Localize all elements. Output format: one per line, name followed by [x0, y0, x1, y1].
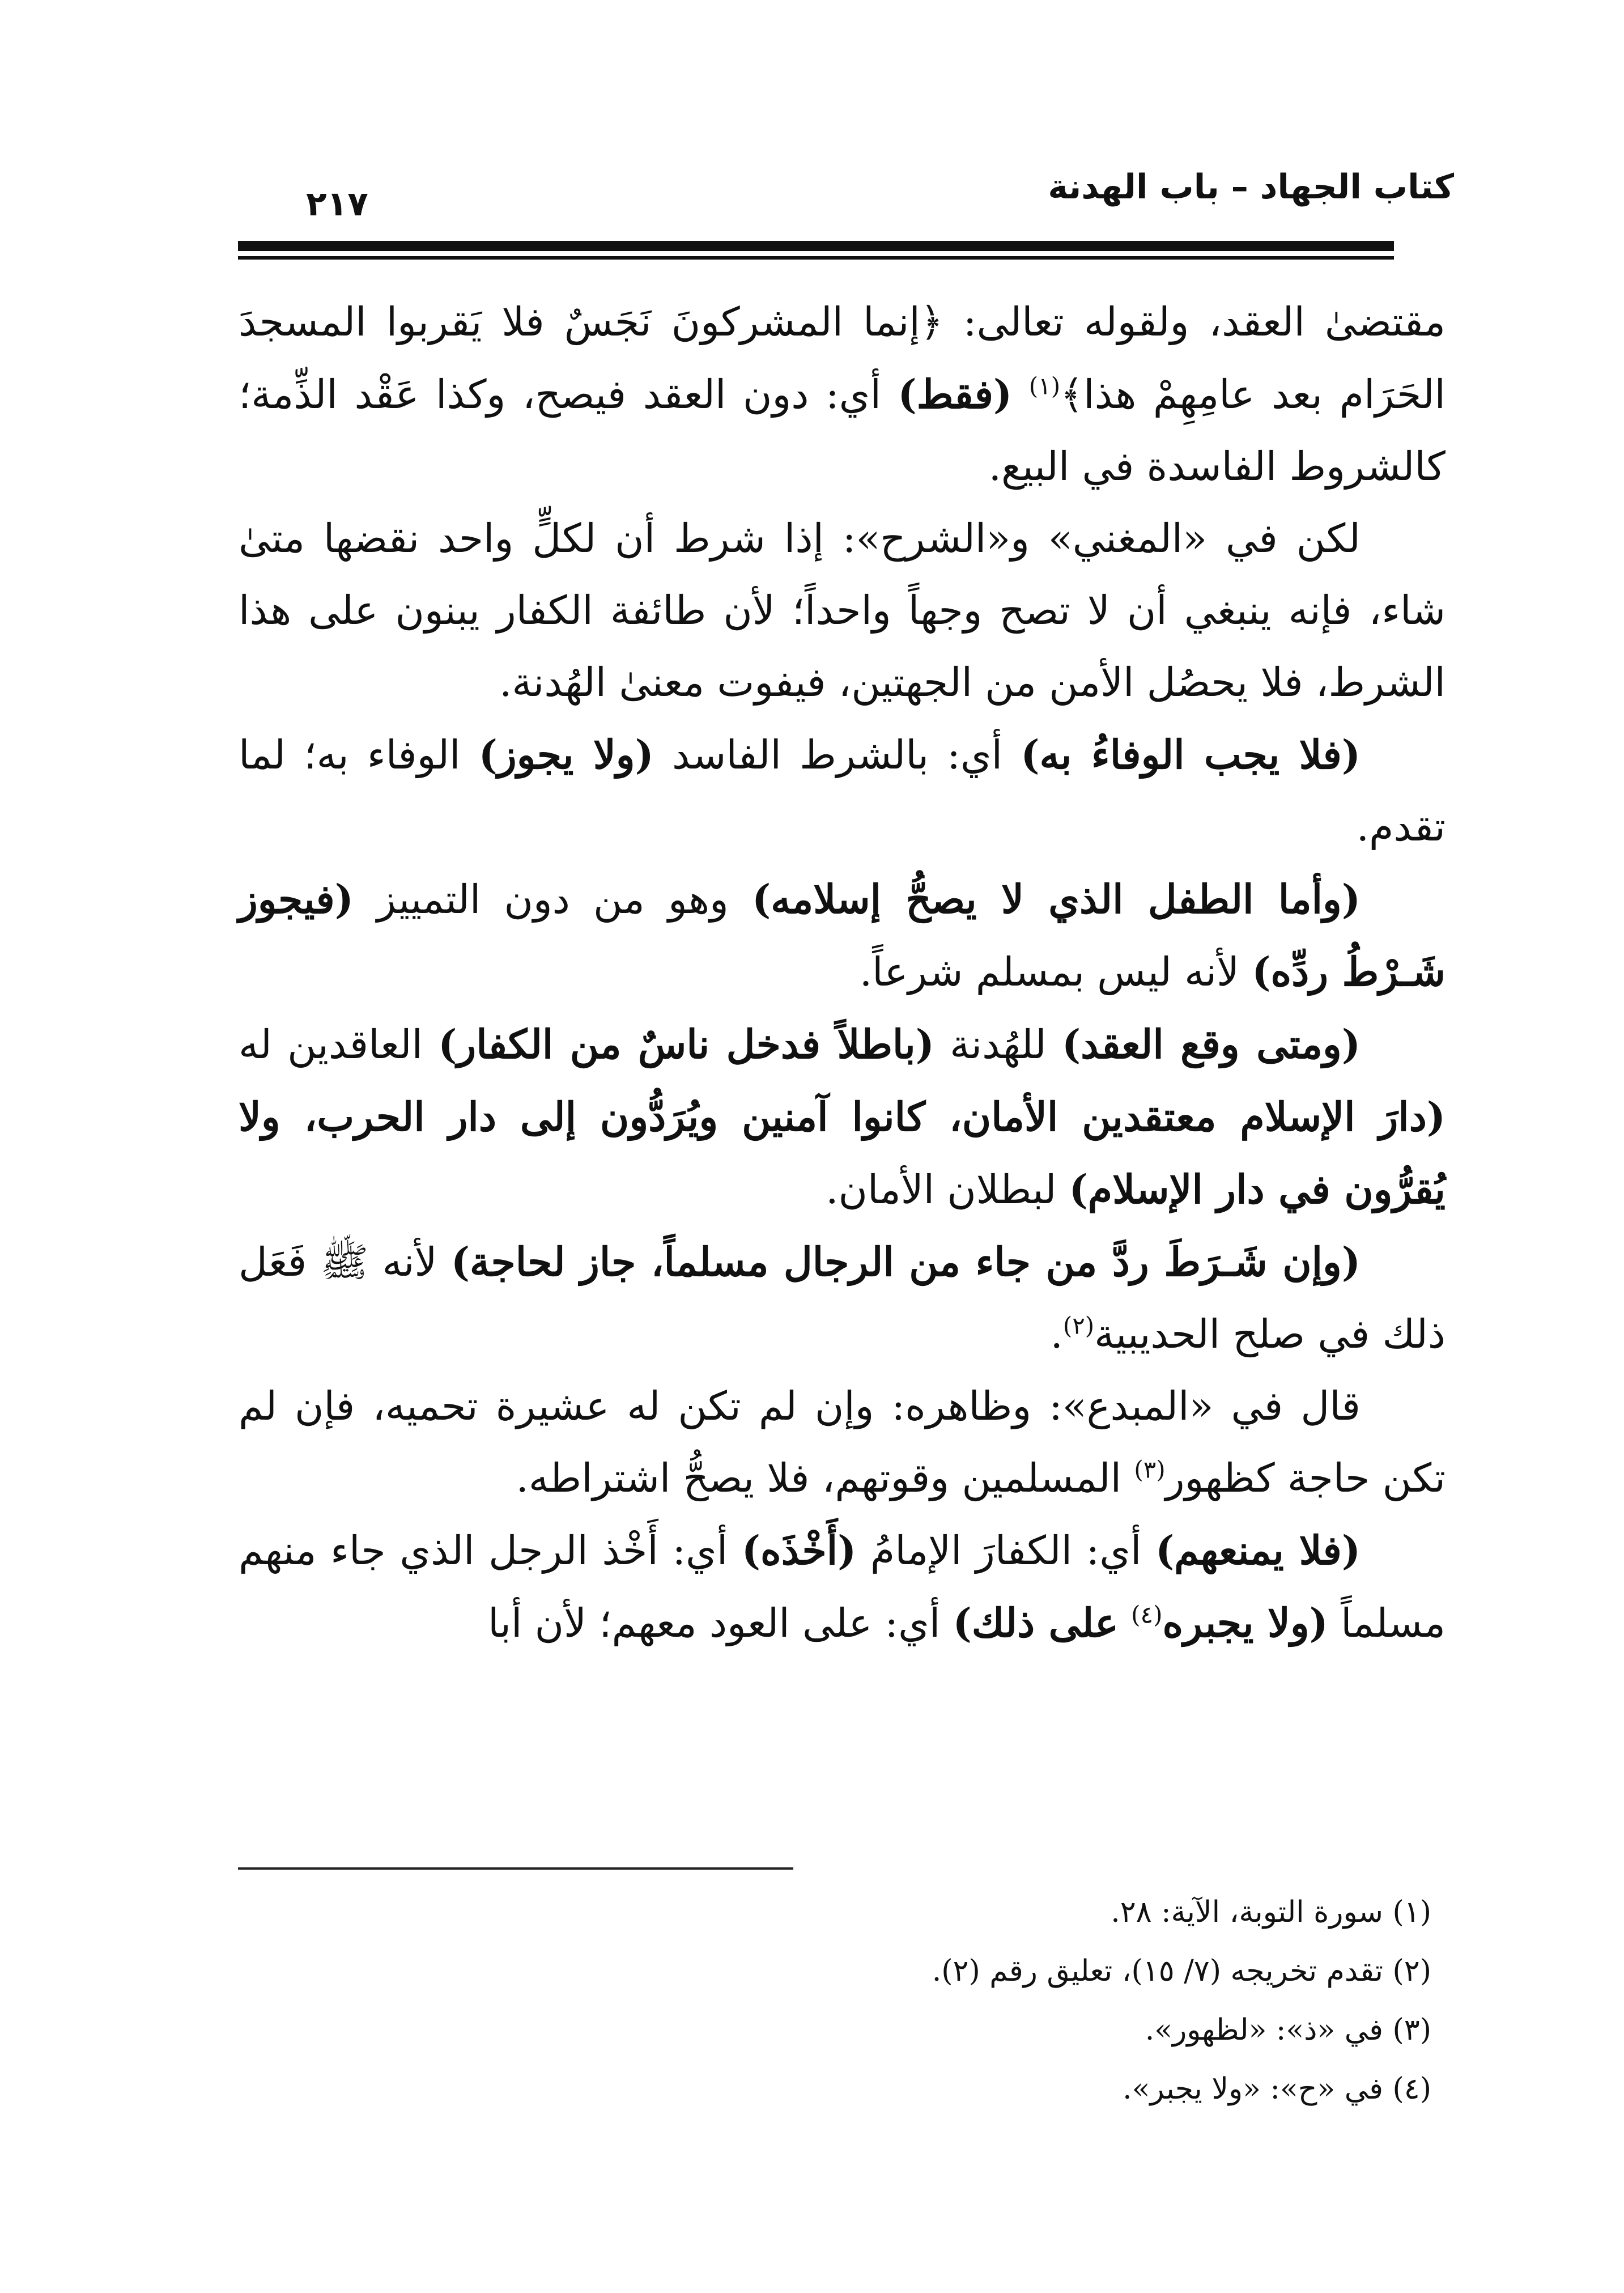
commentary-text: للهُدنة: [950, 1021, 1047, 1068]
paragraph-3: [239, 719, 1446, 863]
footnote-1: (١) سورة التوبة، الآية: ٢٨.: [1111, 1895, 1431, 1929]
header-rule: [238, 241, 1394, 251]
footnote-4: (٤) في «ح»: «ولا يجبر».: [1123, 2072, 1431, 2106]
page-number: ٢١٧: [306, 184, 368, 224]
paragraph-2: لكن في «المغني» و«الشرح»: إذا شرط أن لكلٍّ واحد نقضها متىٰ شاء، فإنه ينبغي أن لا تصح وجهاً واحداً؛ لأن طائفة الكفار يبنون على هذا الشرط، فلا يحصُل الأمن من الجهتين، فيفوت معنىٰ الهُدنة.: [239, 515, 1446, 706]
commentary-text: الوفاء به؛ لما تقدم.: [239, 732, 1446, 850]
matn-text: (فيجوز شَـرْطُ ردِّه): [239, 876, 1446, 995]
commentary-text: أي: أَخْذ الرجل الذي جاء منهم مسلماً: [239, 1527, 1446, 1646]
matn-text: (أَخْذَه): [741, 1527, 857, 1574]
commentary-text: لأنه ﷺ فَعَل ذلك في صلح الحديبية: [239, 1239, 1446, 1357]
commentary-text: أي: دون العقد فيصح، وكذا عَقْد الذِّمة؛ كالشروط الفاسدة في البيع.: [239, 371, 1446, 490]
commentary-text: وهو من دون التمييز: [377, 876, 729, 923]
commentary-text: العاقدين له: [239, 1021, 423, 1068]
main-text: [239, 286, 1446, 1659]
matn-text: (ومتى وقع العقد): [1061, 1021, 1361, 1068]
matn-text: (فلا يمنعهم): [1155, 1527, 1361, 1574]
paragraph-7: [239, 1370, 1446, 1514]
commentary-text: المسلمين وقوتهم، فلا يصحُّ اشتراطه.: [516, 1455, 1122, 1501]
paragraph-8: [239, 1514, 1446, 1659]
matn-text: (باطلاً فدخل ناسٌ من الكفار): [438, 1021, 934, 1068]
matn-text: (فقط): [898, 371, 1013, 418]
commentary-text: أي: بالشرط الفاسد: [671, 732, 1003, 778]
footnote-ref-1: (١): [1028, 372, 1061, 400]
footnotes: [241, 1883, 1431, 2118]
matn-text: (وأما الطفل الذي لا يصحُّ إسلامه): [752, 876, 1361, 923]
paragraph-1: [239, 286, 1446, 503]
quran-quote: مقتضىٰ العقد، ولقوله تعالى: ﴿إنما المشركونَ نَجَسٌ فلا يَقربوا المسجدَ الحَرَام بعد عامِهِمْ هذا﴾: [239, 299, 1446, 418]
matn-text: (فلا يجب الوفاءُ به): [1021, 731, 1361, 778]
matn-text: (دارَ الإسلام معتقدين الأمان، كانوا آمنين ويُرَدُّون إلى دار الحرب، ولا يُقرُّون في دار الإسلام): [239, 1093, 1446, 1213]
paragraph-5: [239, 1008, 1446, 1226]
commentary-text: قال في «المبدع»: وظاهره: وإن لم تكن له عشيرة تحميه، فإن لم تكن حاجة كظهور: [239, 1383, 1446, 1501]
matn-text: على ذلك): [953, 1599, 1119, 1646]
commentary-text: أي: على العود معهم؛ لأن أبا: [488, 1600, 941, 1646]
footnote-3: (٣) في «ذ»: «لظهور».: [1145, 2013, 1431, 2047]
commentary-text: أي: الكفارَ الإمامُ: [870, 1527, 1142, 1574]
paragraph-4: [239, 863, 1446, 1008]
footnote-ref-4: (٤): [1131, 1600, 1163, 1629]
footnote-ref-3: (٣): [1134, 1455, 1166, 1484]
matn-text: (وإن شَـرَطَ ردَّ من جاء من الرجال مسلماً، جاز لحاجة): [450, 1238, 1361, 1285]
footnote-separator: [238, 1867, 793, 1870]
matn-text: (ولا يجبره: [1162, 1599, 1328, 1646]
commentary-text: لبطلان الأمان.: [826, 1166, 1057, 1213]
running-header-title: كتاب الجهاد – باب الهدنة: [1048, 167, 1454, 207]
footnote-2: (٢) تقدم تخريجه (٧/ ١٥)، تعليق رقم (٢).: [932, 1954, 1431, 1988]
footnote-ref-2: (٢): [1062, 1311, 1095, 1340]
commentary-text: لأنه ليس بمسلم شرعاً.: [859, 949, 1240, 995]
matn-text: (ولا يجوز): [478, 731, 654, 778]
paragraph-6: [239, 1226, 1446, 1370]
commentary-text: .: [1050, 1311, 1063, 1357]
header-rule-thin: [238, 256, 1394, 260]
